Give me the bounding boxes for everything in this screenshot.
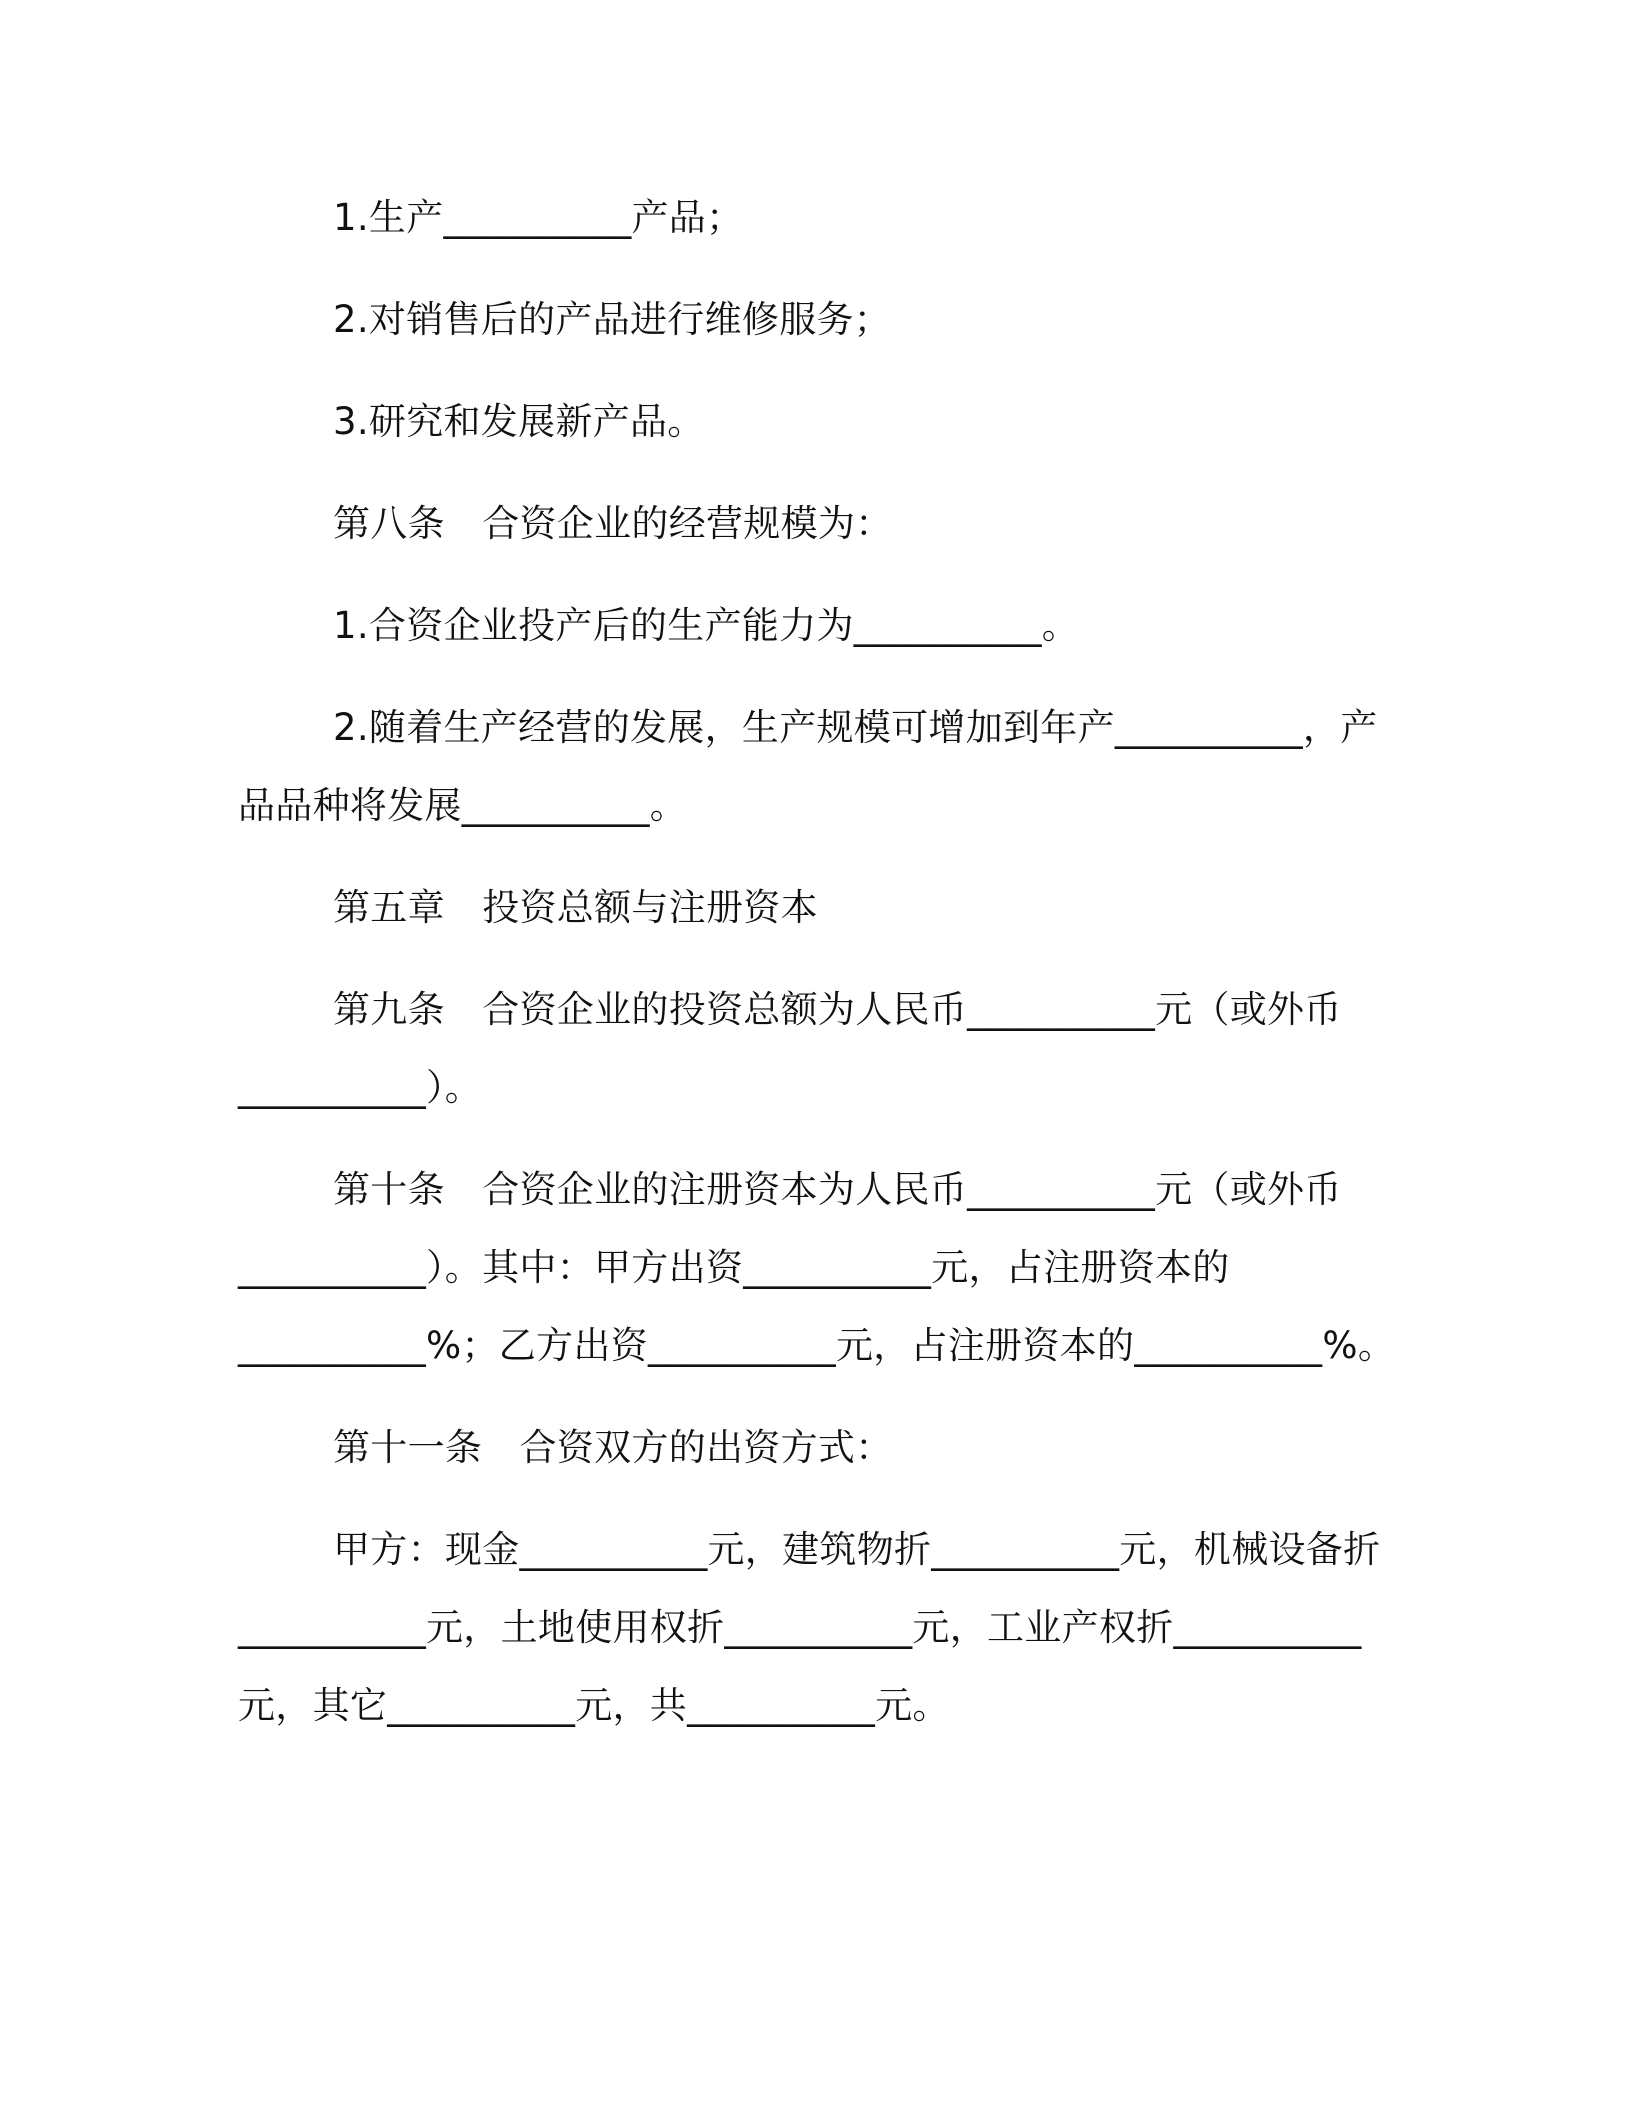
article-10-line-2: __________）。其中：甲方出资__________元，占注册资本的 [238,1246,1230,1289]
item-3-research: 3.研究和发展新产品。 [333,400,705,443]
article-9-line-1: 第九条 合资企业的投资总额为人民币__________元（或外币 [333,988,1342,1031]
party-a-contribution-line-3: 元，其它__________元，共__________元。 [238,1684,950,1727]
article-9-line-2: __________）。 [238,1066,483,1109]
party-a-contribution-line-1: 甲方：现金__________元，建筑物折__________元，机械设备折 [333,1528,1381,1571]
chapter-5-heading: 第五章 投资总额与注册资本 [333,886,818,929]
article-8-heading: 第八条 合资企业的经营规模为： [333,502,893,545]
article-8-item-2-line-2: 品品种将发展__________。 [238,784,688,827]
item-2-maintenance: 2.对销售后的产品进行维修服务； [333,298,892,341]
item-1-produce: 1.生产__________产品； [333,196,744,239]
article-8-item-1: 1.合资企业投产后的生产能力为__________。 [333,604,1080,647]
article-8-item-2-line-1: 2.随着生产经营的发展，生产规模可增加到年产__________，产 [333,706,1378,749]
party-a-contribution-line-2: __________元，土地使用权折__________元，工业产权折__________ [238,1606,1362,1649]
article-10-line-1: 第十条 合资企业的注册资本为人民币__________元（或外币 [333,1168,1342,1211]
article-10-line-3: __________%；乙方出资__________元，占注册资本的__________%。 [238,1324,1396,1367]
article-11-heading: 第十一条 合资双方的出资方式： [333,1426,893,1469]
